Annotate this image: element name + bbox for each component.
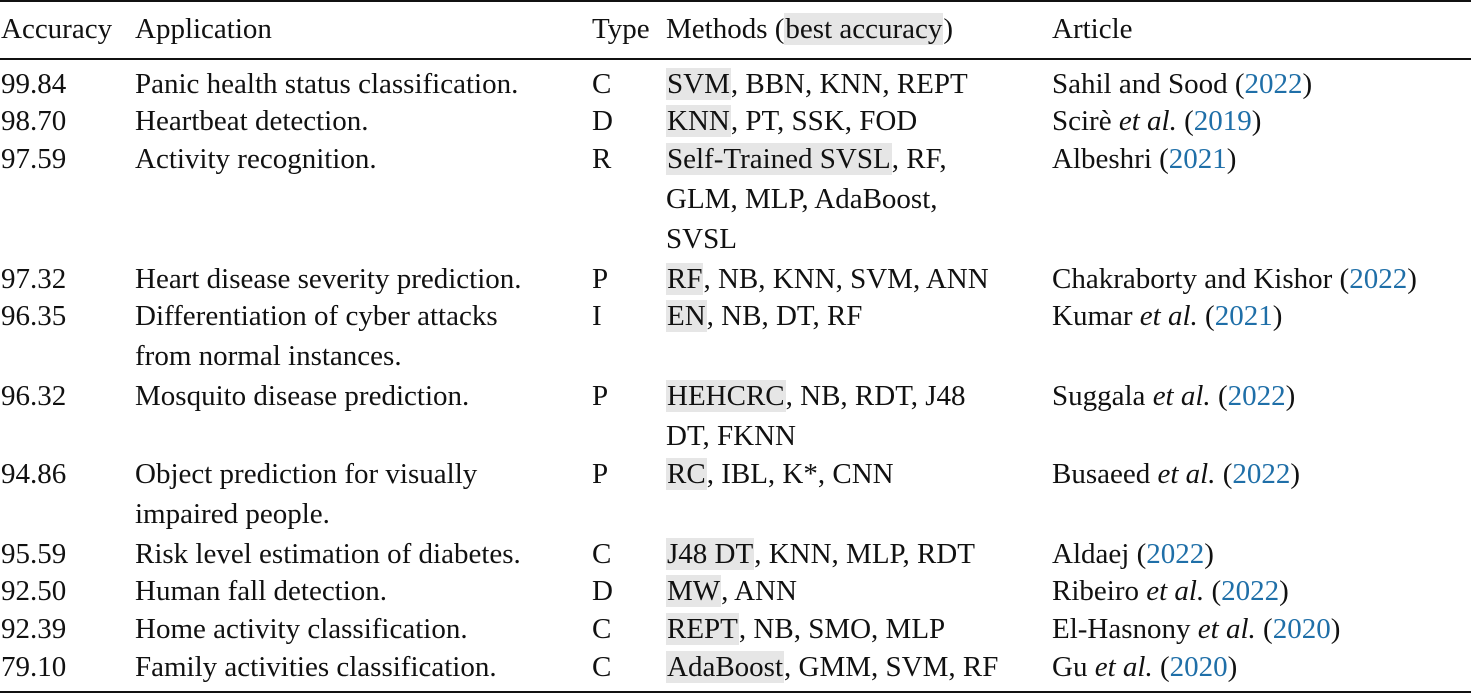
citation-year-link[interactable]: 2021 bbox=[1214, 300, 1273, 332]
other-methods: , NB, KNN, SVM, ANN bbox=[703, 263, 989, 295]
cell-article: Ribeiro et al. (2022) bbox=[1052, 575, 1289, 607]
cell-article: Busaeed et al. (2022) bbox=[1052, 458, 1301, 490]
cell-type: R bbox=[592, 143, 612, 175]
citation-year-link[interactable]: 2022 bbox=[1146, 538, 1205, 570]
cell-type: C bbox=[592, 613, 612, 645]
cell-methods bbox=[666, 377, 966, 415]
cell-methods bbox=[666, 572, 797, 610]
cell-article: Gu et al. (2020) bbox=[1052, 651, 1238, 683]
citation-year-link[interactable]: 2022 bbox=[1227, 380, 1286, 412]
article-author: Ribeiro bbox=[1052, 575, 1139, 607]
other-methods: , NB, RDT, J48 bbox=[785, 380, 966, 412]
cell-methods bbox=[666, 220, 737, 258]
best-method-highlight: Self-Trained SVSL bbox=[667, 143, 891, 175]
cell-methods bbox=[666, 180, 938, 218]
article-author: Kumar bbox=[1052, 300, 1133, 332]
header-methods-prefix: Methods ( bbox=[666, 13, 785, 45]
citation-year-link[interactable]: 2020 bbox=[1169, 651, 1228, 683]
best-method-highlight: HEHCRC bbox=[667, 380, 785, 412]
cell-methods bbox=[666, 648, 998, 686]
article-author: Chakraborty and Kishor bbox=[1052, 263, 1333, 295]
cell-application: Object prediction for visually bbox=[135, 458, 478, 490]
cell-application: Human fall detection. bbox=[135, 575, 388, 607]
cell-article: Albeshri (2021) bbox=[1052, 143, 1237, 175]
cell-accuracy: 97.32 bbox=[1, 263, 67, 295]
article-author: Sahil and Sood bbox=[1052, 68, 1228, 100]
cell-application: Differentiation of cyber attacks bbox=[135, 300, 498, 332]
cell-application: Activity recognition. bbox=[135, 143, 377, 175]
header-rule bbox=[0, 58, 1471, 60]
best-method-highlight: REPT bbox=[667, 613, 738, 645]
article-author: El-Hasnony bbox=[1052, 613, 1191, 645]
citation-year-link[interactable]: 2020 bbox=[1272, 613, 1331, 645]
article-etal: et al. bbox=[1157, 458, 1216, 490]
other-methods: DT, FKNN bbox=[666, 420, 796, 452]
other-methods: , KNN, MLP, RDT bbox=[754, 538, 975, 570]
cell-application: impaired people. bbox=[135, 498, 330, 530]
top-rule bbox=[0, 0, 1471, 2]
cell-methods bbox=[666, 65, 968, 103]
cell-accuracy: 96.32 bbox=[1, 380, 67, 412]
cell-article: Sahil and Sood (2022) bbox=[1052, 68, 1313, 100]
cell-type: P bbox=[592, 263, 609, 295]
header-methods-suffix: ) bbox=[943, 13, 954, 45]
cell-accuracy: 92.39 bbox=[1, 613, 67, 645]
other-methods: , NB, SMO, MLP bbox=[738, 613, 946, 645]
article-author: Busaeed bbox=[1052, 458, 1151, 490]
article-etal: et al. bbox=[1094, 651, 1153, 683]
cell-accuracy: 79.10 bbox=[1, 651, 67, 683]
article-author: Suggala bbox=[1052, 380, 1146, 412]
other-methods: , RF, bbox=[891, 143, 947, 175]
best-method-highlight: AdaBoost bbox=[667, 651, 783, 683]
best-method-highlight: RC bbox=[667, 458, 706, 490]
cell-application: Heartbeat detection. bbox=[135, 105, 369, 137]
cell-methods bbox=[666, 455, 894, 493]
cell-type: C bbox=[592, 651, 612, 683]
article-etal: et al. bbox=[1146, 575, 1205, 607]
cell-methods bbox=[666, 260, 989, 298]
citation-year-link[interactable]: 2022 bbox=[1244, 68, 1303, 100]
article-etal: et al. bbox=[1139, 300, 1198, 332]
cell-accuracy: 95.59 bbox=[1, 538, 67, 570]
other-methods: , NB, DT, RF bbox=[706, 300, 863, 332]
citation-year-link[interactable]: 2019 bbox=[1193, 105, 1252, 137]
cell-article: El-Hasnony et al. (2020) bbox=[1052, 613, 1341, 645]
citation-year-link[interactable]: 2021 bbox=[1168, 143, 1227, 175]
best-method-highlight: RF bbox=[667, 263, 703, 295]
other-methods: , IBL, K*, CNN bbox=[706, 458, 894, 490]
cell-application: Family activities classification. bbox=[135, 651, 497, 683]
best-method-highlight: EN bbox=[667, 300, 706, 332]
article-author: Scirè bbox=[1052, 105, 1112, 137]
cell-type: C bbox=[592, 68, 612, 100]
best-method-highlight: KNN bbox=[667, 105, 730, 137]
other-methods: GLM, MLP, AdaBoost, bbox=[666, 183, 938, 215]
article-author: Gu bbox=[1052, 651, 1088, 683]
citation-year-link[interactable]: 2022 bbox=[1232, 458, 1291, 490]
cell-type: P bbox=[592, 380, 609, 412]
cell-application: Panic health status classification. bbox=[135, 68, 519, 100]
cell-application: Heart disease severity prediction. bbox=[135, 263, 522, 295]
header-methods bbox=[666, 10, 953, 48]
cell-application: Mosquito disease prediction. bbox=[135, 380, 470, 412]
cell-application: Home activity classification. bbox=[135, 613, 468, 645]
header-application: Application bbox=[135, 13, 272, 45]
cell-accuracy: 94.86 bbox=[1, 458, 67, 490]
cell-article: Suggala et al. (2022) bbox=[1052, 380, 1296, 412]
citation-year-link[interactable]: 2022 bbox=[1349, 263, 1408, 295]
cell-accuracy: 96.35 bbox=[1, 300, 67, 332]
cell-type: C bbox=[592, 538, 612, 570]
header-methods-highlight: best accuracy bbox=[785, 13, 943, 45]
cell-methods bbox=[666, 417, 796, 455]
best-method-highlight: MW bbox=[667, 575, 721, 607]
cell-application: from normal instances. bbox=[135, 340, 402, 372]
cell-type: D bbox=[592, 105, 613, 137]
other-methods: , ANN bbox=[721, 575, 797, 607]
bottom-rule bbox=[0, 691, 1471, 693]
cell-accuracy: 92.50 bbox=[1, 575, 67, 607]
article-author: Albeshri bbox=[1052, 143, 1152, 175]
best-method-highlight: J48 DT bbox=[667, 538, 754, 570]
cell-article: Kumar et al. (2021) bbox=[1052, 300, 1283, 332]
other-methods: SVSL bbox=[666, 223, 737, 255]
other-methods: , PT, SSK, FOD bbox=[730, 105, 918, 137]
header-accuracy: Accuracy bbox=[1, 13, 113, 45]
cell-methods bbox=[666, 140, 947, 178]
header-type: Type bbox=[592, 13, 650, 45]
citation-year-link[interactable]: 2022 bbox=[1221, 575, 1280, 607]
cell-article: Scirè et al. (2019) bbox=[1052, 105, 1262, 137]
article-author: Aldaej bbox=[1052, 538, 1130, 570]
other-methods: , GMM, SVM, RF bbox=[784, 651, 999, 683]
cell-methods bbox=[666, 535, 975, 573]
header-article: Article bbox=[1052, 13, 1133, 45]
article-etal: et al. bbox=[1197, 613, 1256, 645]
cell-accuracy: 99.84 bbox=[1, 68, 67, 100]
best-method-highlight: SVM bbox=[667, 68, 730, 100]
cell-type: D bbox=[592, 575, 613, 607]
cell-accuracy: 98.70 bbox=[1, 105, 67, 137]
cell-methods bbox=[666, 610, 945, 648]
other-methods: , BBN, KNN, REPT bbox=[730, 68, 968, 100]
cell-methods bbox=[666, 297, 862, 335]
article-etal: et al. bbox=[1118, 105, 1177, 137]
article-etal: et al. bbox=[1152, 380, 1211, 412]
cell-application: Risk level estimation of diabetes. bbox=[135, 538, 521, 570]
cell-type: I bbox=[592, 300, 602, 332]
cell-article: Aldaej (2022) bbox=[1052, 538, 1214, 570]
cell-type: P bbox=[592, 458, 609, 490]
cell-article: Chakraborty and Kishor (2022) bbox=[1052, 263, 1417, 295]
cell-methods bbox=[666, 102, 917, 140]
cell-accuracy: 97.59 bbox=[1, 143, 67, 175]
